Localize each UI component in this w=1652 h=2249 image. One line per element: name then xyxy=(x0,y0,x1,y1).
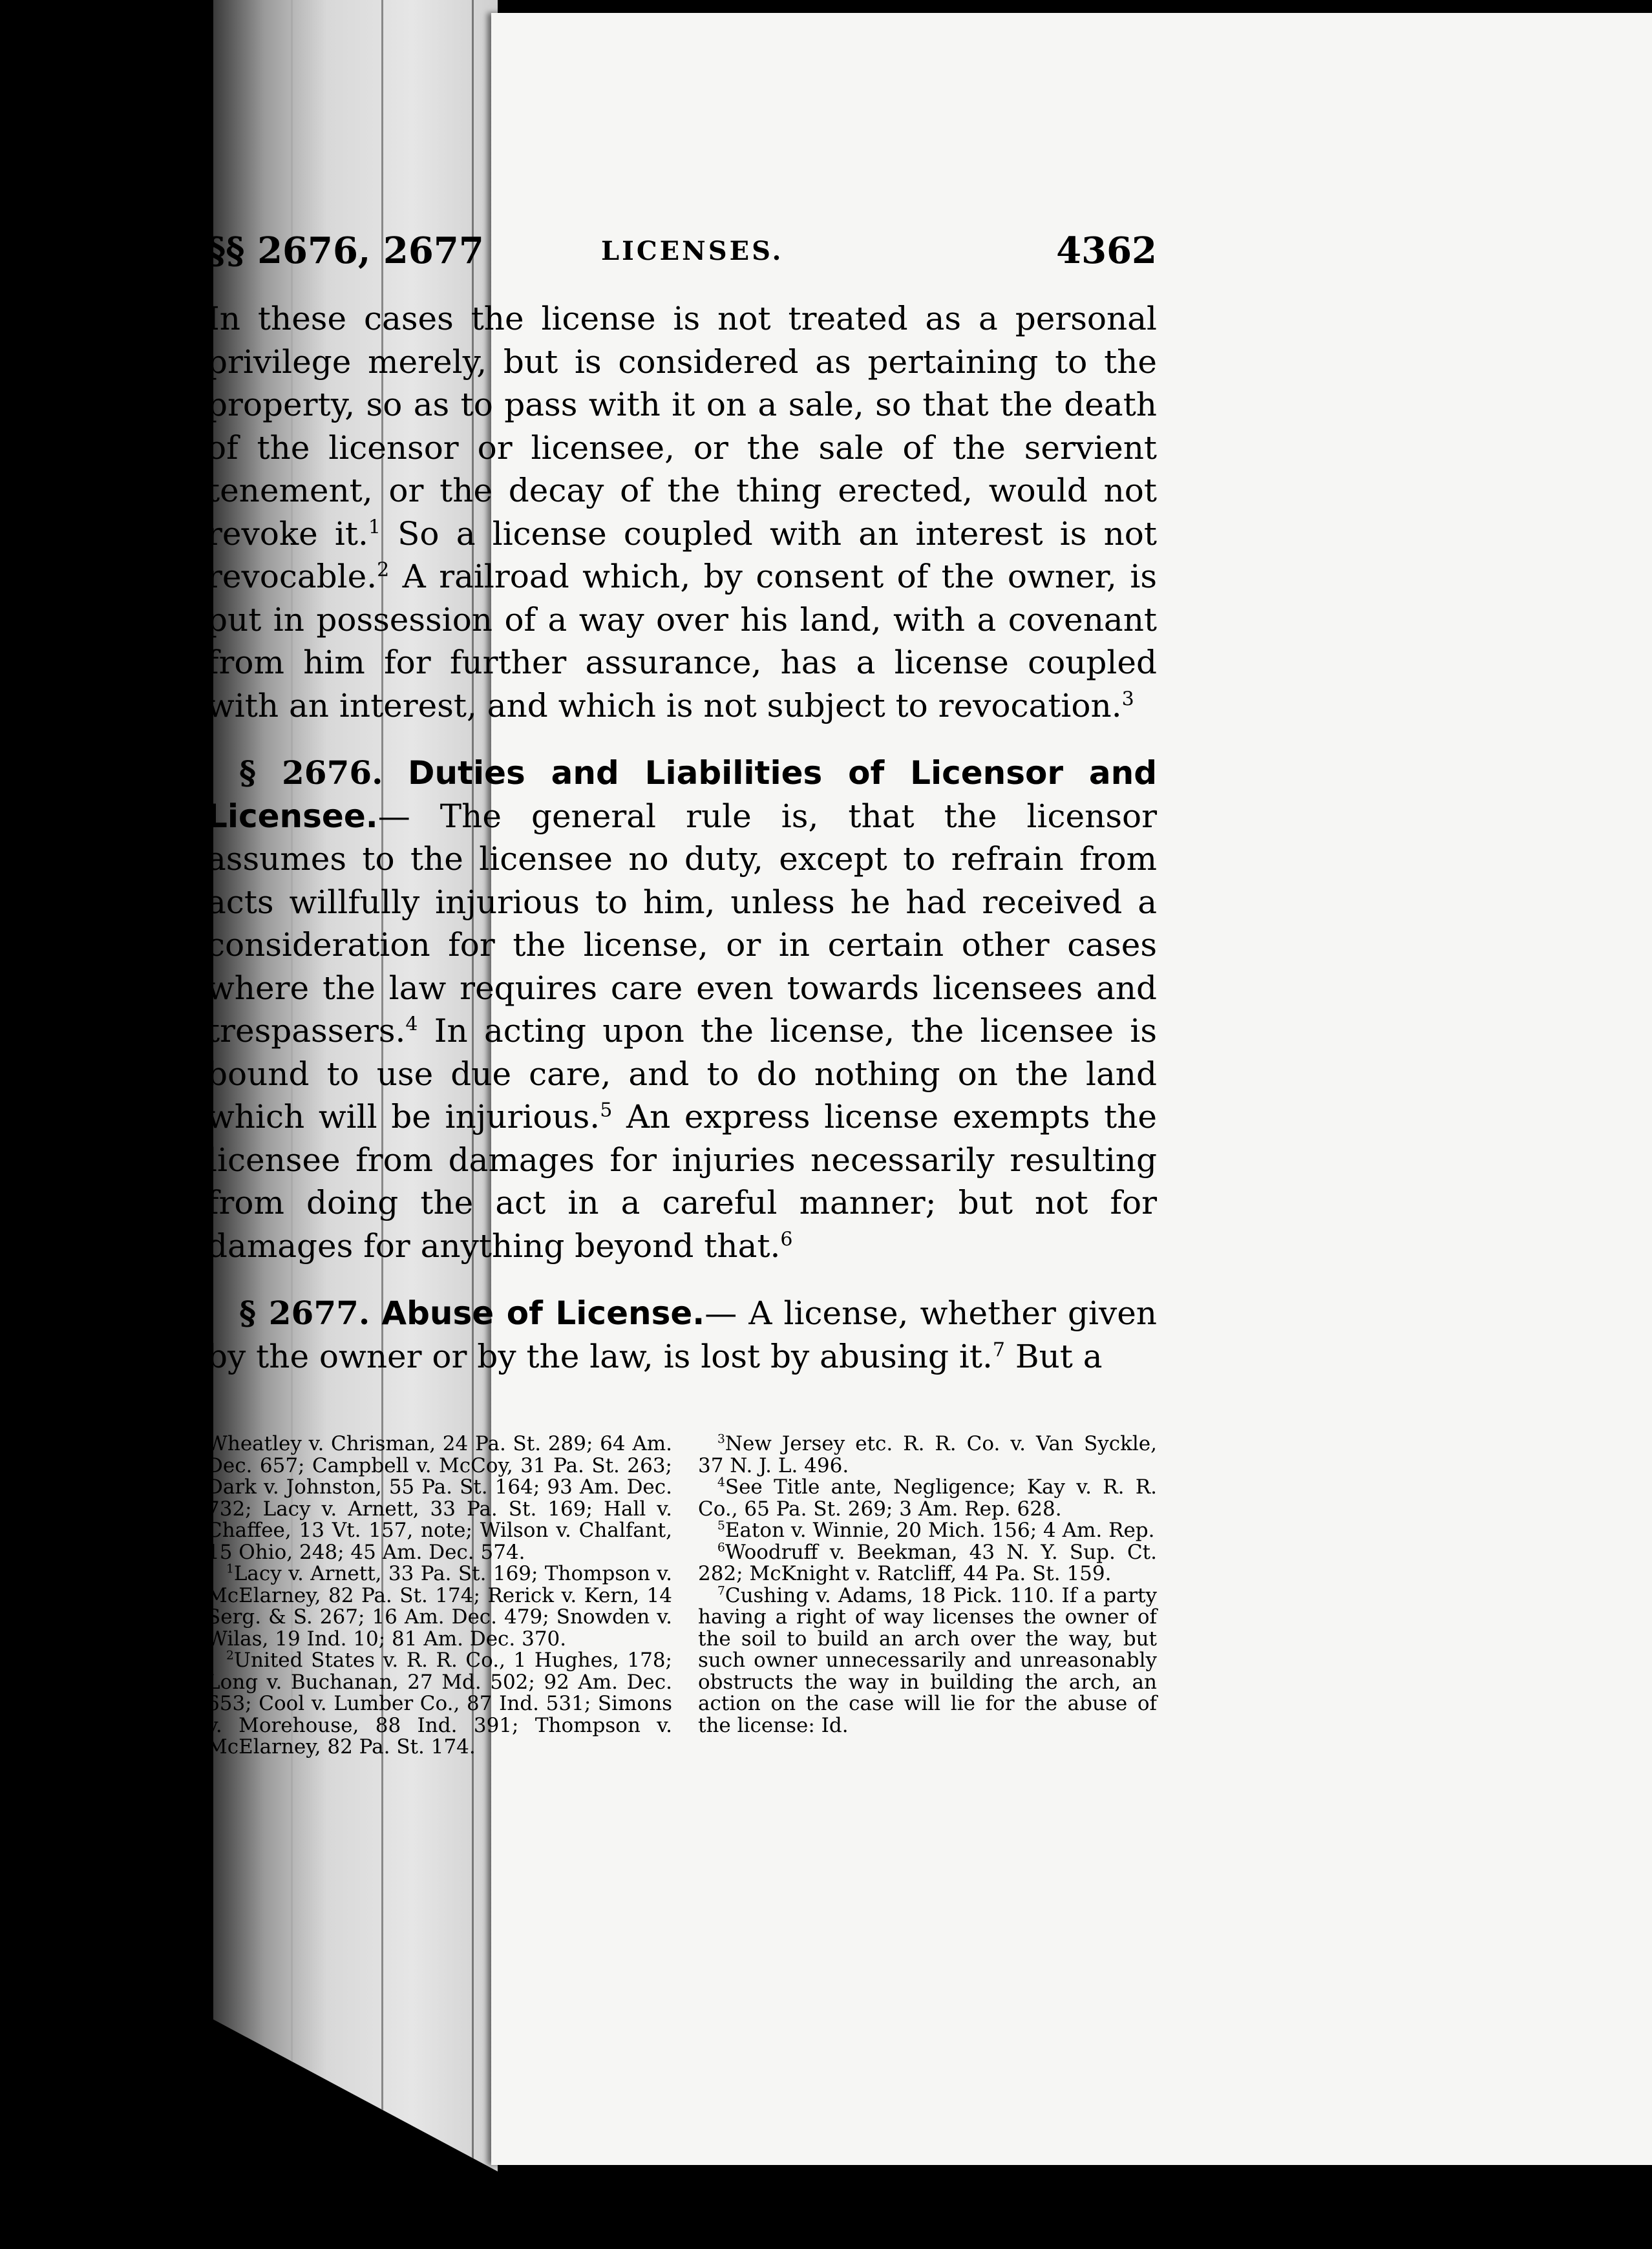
para1-text-c: A railroad which, by consent of the owner, is put in possession of a way over his land, with a covenant from him for further assurance, has a license coupled with an interest, and which is not subject to revocation. xyxy=(207,558,1157,724)
header-running-title: LICENSES. xyxy=(601,236,784,266)
section-2676-text-c: An express license exempts the licensee from damages for injuries necessarily resulting from doing the act in a careful manner; but not for damages for anything beyond that. xyxy=(207,1098,1157,1265)
footnote-4 xyxy=(698,1477,1157,1520)
footnotes-right-column xyxy=(698,1433,1157,1737)
section-heading: Duties and Liabilities of Licensor and Licensee. xyxy=(207,754,1157,835)
footnote-2 xyxy=(207,1650,672,1758)
footnote-text: Eaton v. Winnie, 20 Mich. 156; 4 Am. Rep. xyxy=(725,1519,1155,1542)
footnote-7 xyxy=(698,1585,1157,1737)
footnotes-left-column xyxy=(207,1433,672,1758)
footnote-1 xyxy=(207,1563,672,1650)
footnote-mark: 3 xyxy=(717,1432,725,1446)
section-2676-text: — The general rule is, that the licensor assumes to the licensee no duty, except to refrain from acts willfully injurious to him, unless he had received a consideration for the license, or in certain other cases where the law requires care even towards licensees and trespassers. xyxy=(207,797,1157,1050)
footnote-mark: 4 xyxy=(717,1475,725,1490)
section-number: § 2677. xyxy=(239,1294,370,1332)
running-header xyxy=(207,229,1157,281)
section-2676 xyxy=(207,752,1157,1267)
footnote-ref: 2 xyxy=(377,558,390,582)
footnote-text: Wheatley v. Chrisman, 24 Pa. St. 289; 64 Am. Dec. 657; Campbell v. McCoy, 31 Pa. St. 263; Dark v. Johnston, 55 Pa. St. 164; 93 Am. Dec. 732; Lacy v. Arnett, 33 Pa. St. 169; Hall v. Chaffee, 13 Vt. 157, note; Wilson v. Chalfant, 15 Ohio, 248; 45 Am. Dec. 574. xyxy=(207,1432,672,1564)
footnote-text: United States v. R. R. Co., 1 Hughes, 178; Long v. Buchanan, 27 Md. 502; 92 Am. Dec. 653; Cool v. Lumber Co., 87 Ind. 531; Simons v. Morehouse, 88 Ind. 391; Thompson v. McElarney, 82 Pa. St. 174. xyxy=(207,1649,672,1758)
footnote-5 xyxy=(698,1520,1157,1542)
section-number: § 2676. xyxy=(239,754,383,792)
footnote-ref: 4 xyxy=(405,1013,418,1036)
footnote-mark: 5 xyxy=(717,1519,725,1533)
footnote-mark: 1 xyxy=(226,1562,234,1576)
footnote-6 xyxy=(698,1542,1157,1585)
footnote-mark: 7 xyxy=(717,1584,725,1598)
footnote-continuation xyxy=(207,1433,672,1563)
footnote-text: New Jersey etc. R. R. Co. v. Van Syckle, 37 N. J. L. 496. xyxy=(698,1432,1157,1477)
footnote-mark: 6 xyxy=(717,1541,725,1555)
section-2677 xyxy=(207,1292,1157,1378)
footnote-ref: 7 xyxy=(992,1338,1005,1361)
section-2677-text-b: But a xyxy=(1004,1337,1103,1375)
para1-text: In these cases the license is not treated as a personal privilege merely, but is considered as pertaining to the property, so as to pass with it on a sale, so that the death of the licensor or licensee, or the sale of the servient tenement, or the decay of the thing erected, would not revoke it. xyxy=(207,300,1157,553)
para1-text-b: So a license coupled with an interest is not revocable. xyxy=(207,514,1157,595)
footnote-ref: 5 xyxy=(600,1099,613,1122)
footnote-text: Lacy v. Arnett, 33 Pa. St. 169; Thompson v. McElarney, 82 Pa. St. 174; Rerick v. Kern, 14 Serg. & S. 267; 16 Am. Dec. 479; Snowden v. Wilas, 19 Ind. 10; 81 Am. Dec. 370. xyxy=(207,1562,672,1651)
section-2676-text-b: In acting upon the license, the licensee is bound to use due care, and to do nothing on the land which will be injurious. xyxy=(207,1012,1157,1135)
paragraph-continuation xyxy=(207,297,1157,727)
footnote-3 xyxy=(698,1433,1157,1477)
section-heading: Abuse of License. xyxy=(381,1294,705,1332)
footnote-ref: 6 xyxy=(780,1227,793,1251)
footnote-ref: 3 xyxy=(1121,687,1134,710)
footnote-text: Woodruff v. Beekman, 43 N. Y. Sup. Ct. 282; McKnight v. Ratcliff, 44 Pa. St. 159. xyxy=(698,1540,1157,1585)
footnote-ref: 1 xyxy=(368,515,381,538)
footnote-text: Cushing v. Adams, 18 Pick. 110. If a party having a right of way licenses the owner of the soil to build an arch over the way, but such owner unnecessarily and unreasonably obstructs the way in building the arch, an action on the case will lie for the abuse of the license: Id. xyxy=(698,1583,1157,1737)
footnote-text: See Title ante, Negligence; Kay v. R. R. Co., 65 Pa. St. 269; 3 Am. Rep. 628. xyxy=(698,1475,1157,1521)
main-text xyxy=(207,297,1157,1402)
header-page-number: 4362 xyxy=(1056,229,1157,272)
footnote-mark: 2 xyxy=(226,1649,234,1663)
section-2677-text: — A license, whether given by the owner or by the law, is lost by abusing it. xyxy=(207,1294,1157,1375)
header-section-ref: §§ 2676, 2677 xyxy=(207,229,484,272)
